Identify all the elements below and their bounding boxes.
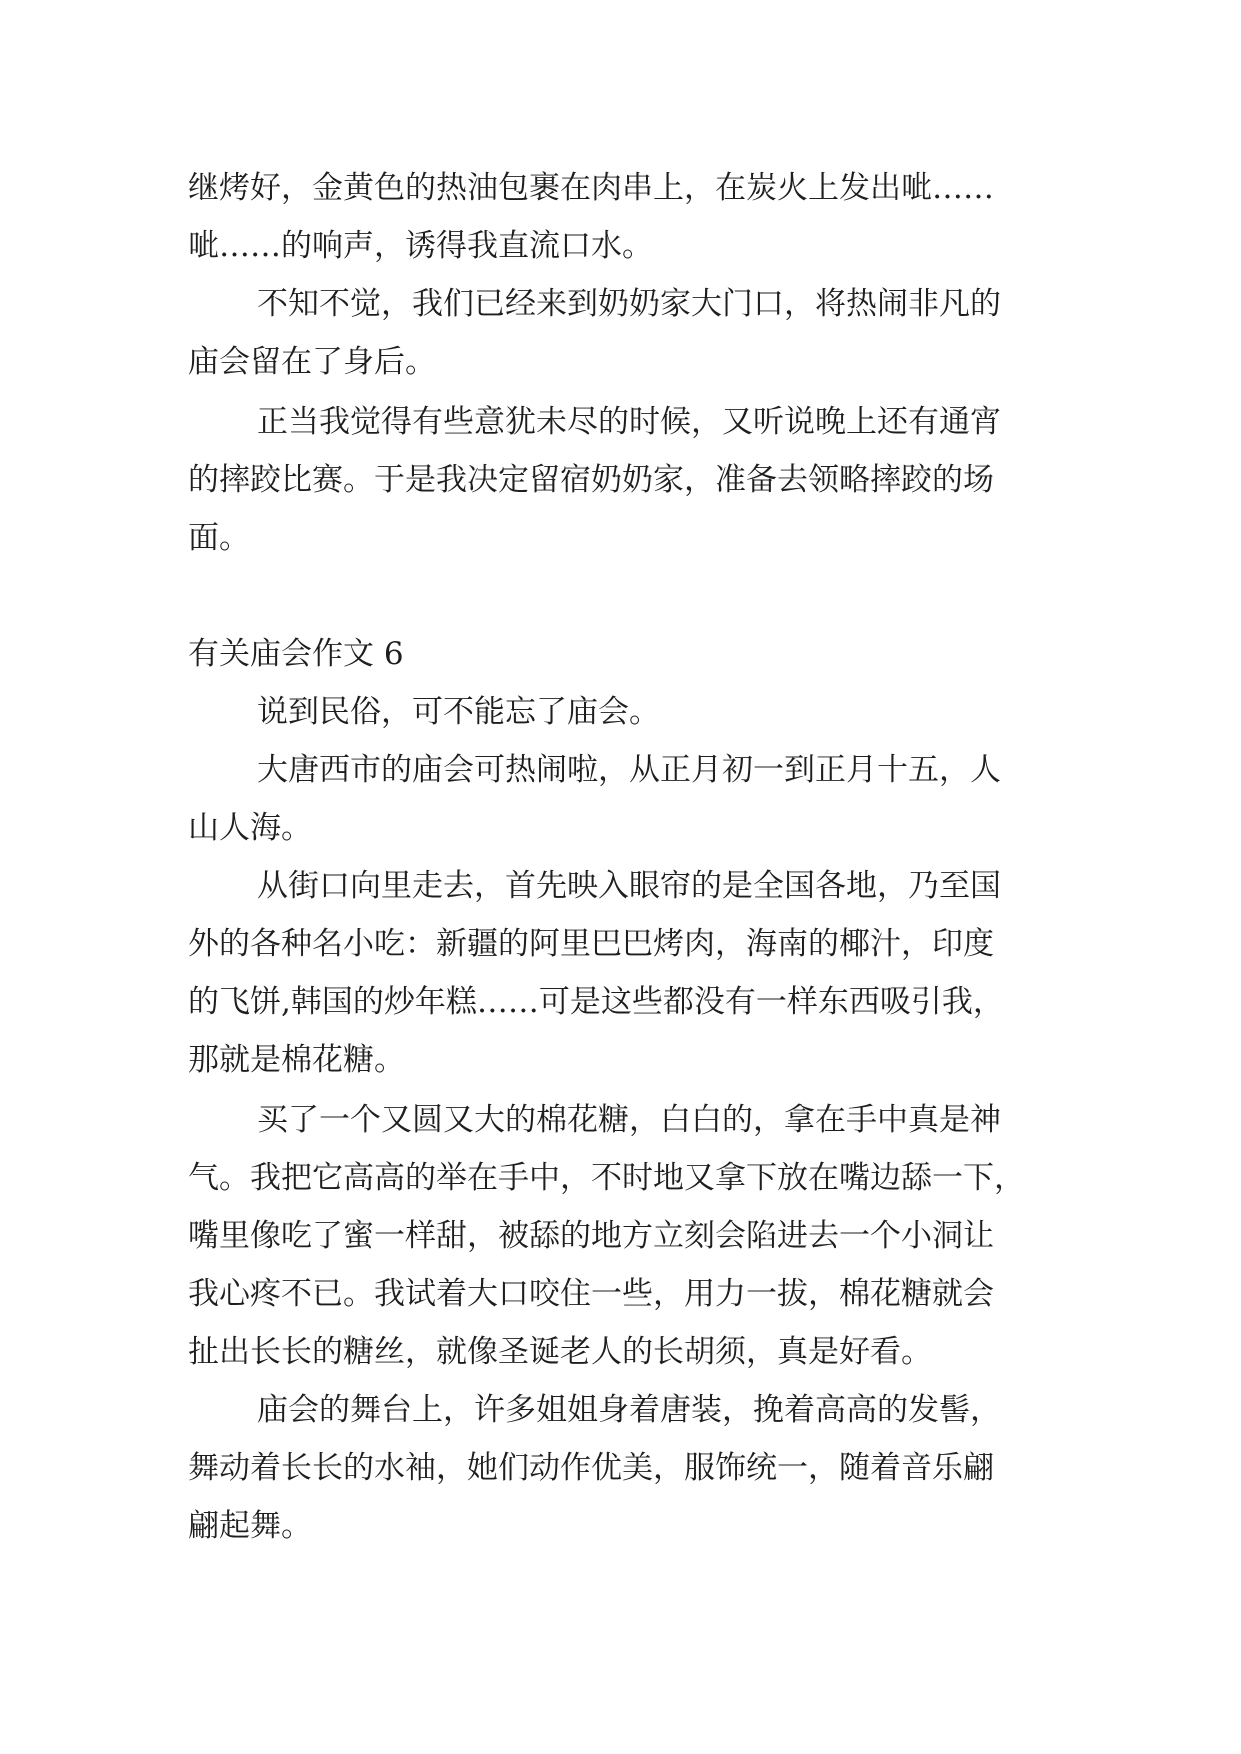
paragraph-line: 继烤好，金黄色的热油包裹在肉串上，在炭火上发出呲……: [188, 170, 994, 206]
paragraph-line: 大唐西市的庙会可热闹啦，从正月初一到正月十五，人: [257, 752, 1001, 788]
paragraph-line: 庙会留在了身后。: [188, 344, 436, 380]
section-heading: 有关庙会作文 6: [188, 636, 404, 672]
paragraph-line: 买了一个又圆又大的棉花糖，白白的，拿在手中真是神: [257, 1102, 1001, 1138]
paragraph-line: 的摔跤比赛。于是我决定留宿奶奶家，准备去领略摔跤的场: [188, 462, 994, 498]
paragraph-line: 的飞饼,韩国的炒年糕……可是这些都没有一样东西吸引我，: [188, 984, 1004, 1020]
paragraph-line: 不知不觉，我们已经来到奶奶家大门口，将热闹非凡的: [257, 286, 1001, 322]
paragraph-line: 庙会的舞台上，许多姐姐身着唐装，挽着高高的发髻，: [257, 1392, 1001, 1428]
paragraph-line: 说到民俗，可不能忘了庙会。: [257, 694, 660, 730]
paragraph-line: 那就是棉花糖。: [188, 1042, 405, 1078]
paragraph-line: 嘴里像吃了蜜一样甜，被舔的地方立刻会陷进去一个小洞让: [188, 1218, 994, 1254]
paragraph-line: 我心疼不已。我试着大口咬住一些，用力一拔，棉花糖就会: [188, 1276, 994, 1312]
paragraph-line: 气。我把它高高的举在手中，不时地又拿下放在嘴边舔一下，: [188, 1160, 1025, 1196]
paragraph-line: 山人海。: [188, 810, 312, 846]
paragraph-line: 外的各种名小吃：新疆的阿里巴巴烤肉，海南的椰汁，印度: [188, 926, 994, 962]
paragraph-line: 呲……的响声，诱得我直流口水。: [188, 228, 653, 264]
paragraph-line: 翩起舞。: [188, 1508, 312, 1544]
paragraph-line: 扯出长长的糖丝，就像圣诞老人的长胡须，真是好看。: [188, 1334, 932, 1370]
paragraph-line: 舞动着长长的水袖，她们动作优美，服饰统一，随着音乐翩: [188, 1450, 994, 1486]
paragraph-line: 面。: [188, 520, 250, 556]
paragraph-line: 从街口向里走去，首先映入眼帘的是全国各地，乃至国: [257, 868, 1001, 904]
paragraph-line: 正当我觉得有些意犹未尽的时候，又听说晚上还有通宵: [257, 404, 1001, 440]
